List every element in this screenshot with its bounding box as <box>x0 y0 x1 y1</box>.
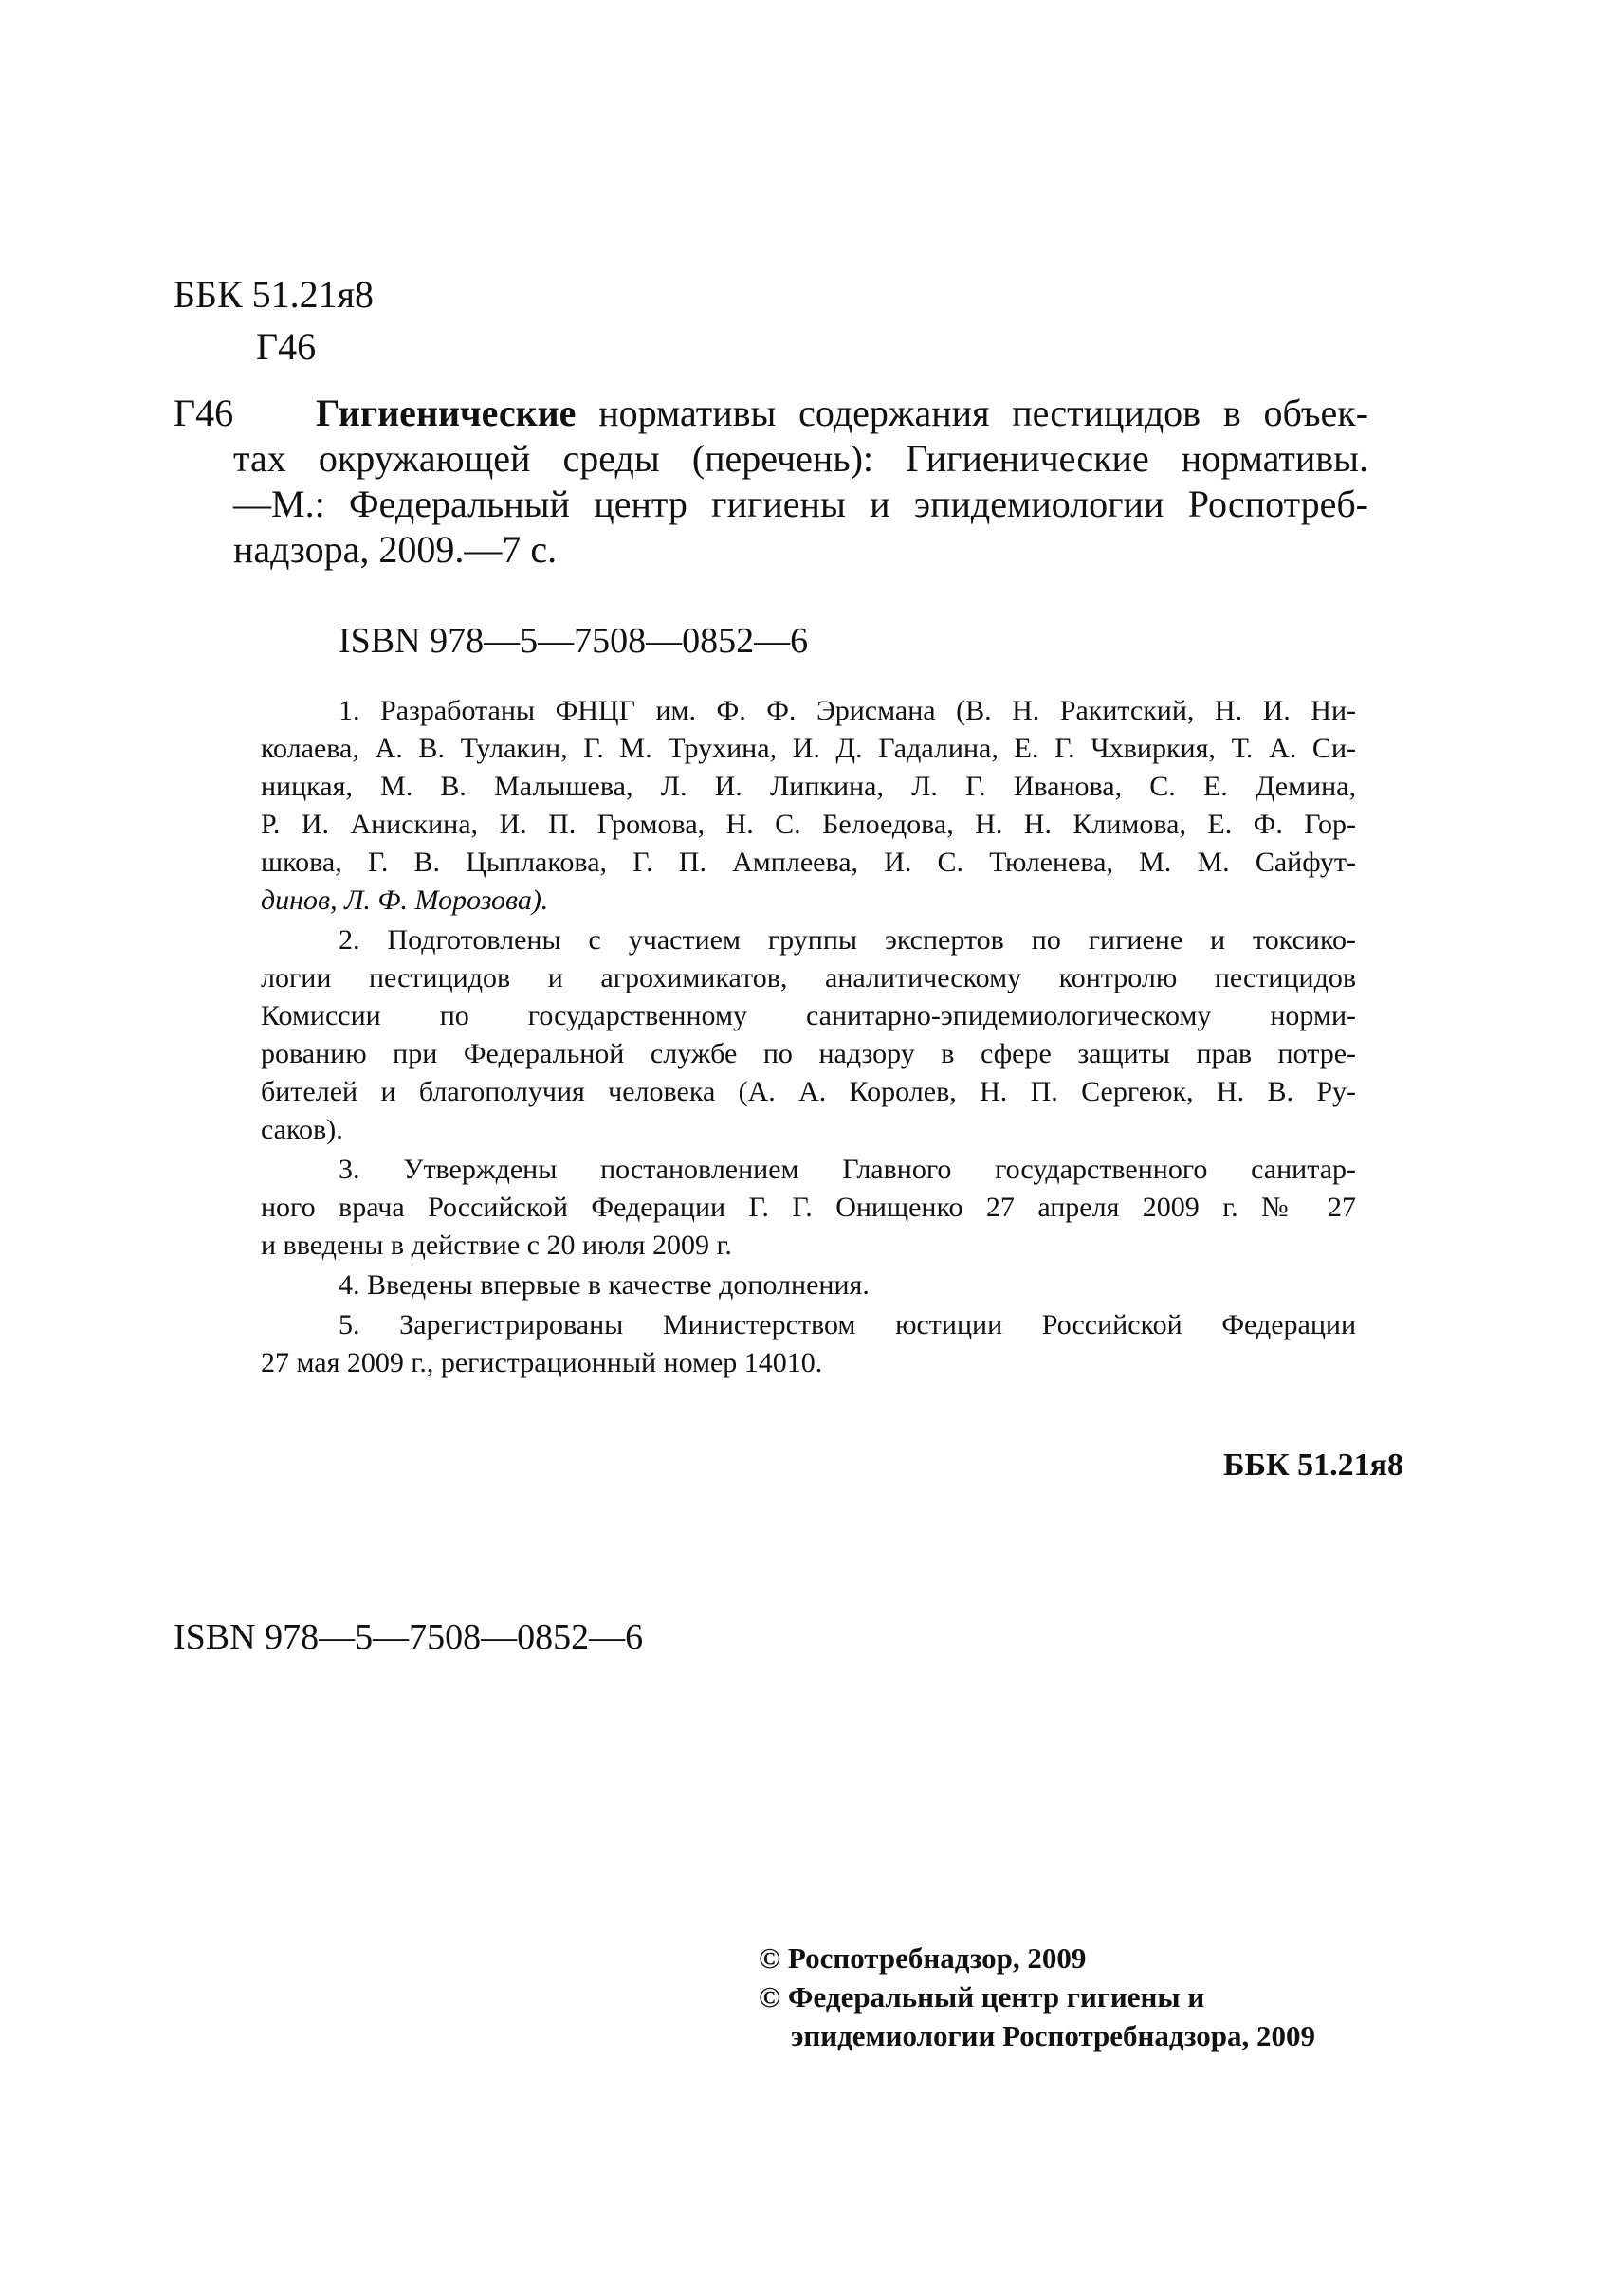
note-3 <box>261 1151 1356 1265</box>
note-line: саков). <box>261 1114 343 1145</box>
note-line: бителей и благополучия человека (А. А. Королев, Н. П. Сергеюк, Н. В. Ру- <box>261 1076 1356 1107</box>
biblio-line-4: надзора, 2009.—7 с. <box>233 528 558 571</box>
author-mark: Г46 <box>256 325 317 368</box>
isbn-bottom: ISBN 978—5—7508—0852—6 <box>174 1617 644 1657</box>
note-line: 2. Подготовлены с участием группы экспертов по гигиене и токсико- <box>339 924 1356 956</box>
copyright-line: эпидемиологии Роспотребнадзора, 2009 <box>791 2019 1315 2052</box>
note-line: ницкая, М. В. Малышева, Л. И. Липкина, Л. Г. Иванова, С. Е. Демина, <box>261 771 1356 802</box>
biblio-author-mark: Г46 <box>174 392 234 434</box>
biblio-line-1 <box>233 391 1368 436</box>
note-line: 1. Разработаны ФНЦГ им. Ф. Ф. Эрисмана (В. Н. Ракитский, Н. И. Ни- <box>339 695 1356 726</box>
note-line: логии пестицидов и агрохимикатов, аналитическому контролю пестицидов <box>261 962 1356 993</box>
biblio-line-1-rest: нормативы содержания пестицидов в объек- <box>598 392 1369 434</box>
note-5 <box>261 1306 1356 1382</box>
note-1 <box>261 692 1356 920</box>
note-2 <box>261 921 1356 1149</box>
note-line: Комиссии по государственному санитарно-эпидемиологическому норми- <box>261 1000 1356 1031</box>
copyright-block <box>759 1939 1315 2055</box>
biblio-title: Гигиенические <box>316 392 577 434</box>
note-line: Р. И. Анискина, И. П. Громова, Н. С. Белоедова, Н. Н. Климова, Е. Ф. Гор- <box>261 809 1356 840</box>
note-line: и введены в действие с 20 июля 2009 г. <box>261 1230 732 1261</box>
copyright-line: © Роспотребнадзор, 2009 <box>759 1941 1087 1975</box>
note-line: рованию при Федеральной службе по надзору в сфере защиты прав потре- <box>261 1038 1356 1069</box>
bbk-code: ББК 51.21я8 <box>174 273 375 316</box>
note-line: ного врача Российской Федерации Г. Г. Онищенко 27 апреля 2009 г. № 27 <box>261 1192 1356 1223</box>
biblio-line-3: —М.: Федеральный центр гигиены и эпидемиологии Роспотреб- <box>233 483 1368 525</box>
note-line: шкова, Г. В. Цыплакова, Г. П. Амплеева, И. С. Тюленева, М. М. Сайфут- <box>261 847 1356 878</box>
note-4 <box>261 1266 1356 1304</box>
note-line: 3. Утверждены постановлением Главного государственного санитар- <box>339 1154 1356 1185</box>
notes <box>261 692 1356 1384</box>
biblio-text <box>233 391 1368 573</box>
note-line: колаева, А. В. Тулакин, Г. М. Трухина, И. Д. Гадалина, Е. Г. Чхвиркия, Т. А. Си- <box>261 733 1356 764</box>
note-line: 5. Зарегистрированы Министерством юстиции Российской Федерации <box>339 1309 1356 1340</box>
note-line: 4. Введены впервые в качестве дополнения. <box>339 1269 870 1301</box>
bbk-code-bold: ББК 51.21я8 <box>1222 1448 1403 1483</box>
note-line: 27 мая 2009 г., регистрационный номер 14010. <box>261 1347 823 1378</box>
isbn-main: ISBN 978—5—7508—0852—6 <box>339 621 809 661</box>
biblio-line-2: тах окружающей среды (перечень): Гигиенические нормативы. <box>233 437 1368 480</box>
note-line: динов, Л. Ф. Морозова). <box>261 884 549 916</box>
copyright-line: © Федеральный центр гигиены и <box>759 1980 1205 2014</box>
